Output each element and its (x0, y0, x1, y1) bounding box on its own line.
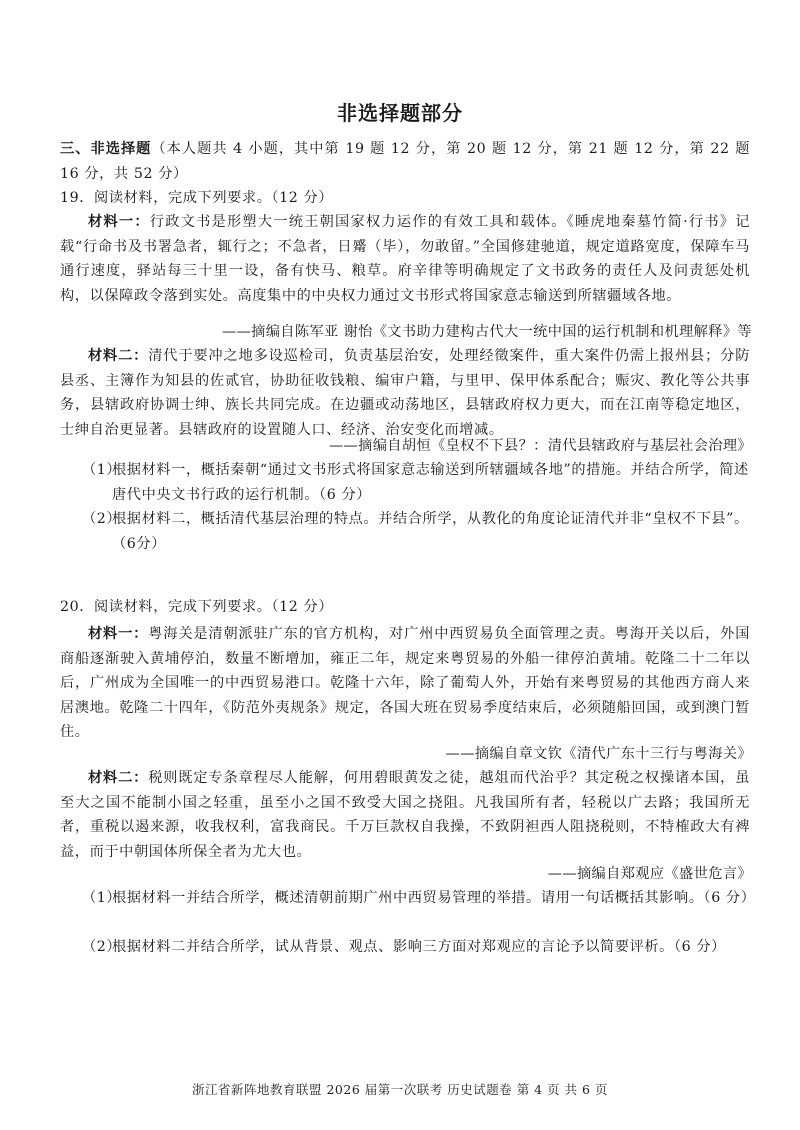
section-detail: （本人题共 4 小题，其中第 19 题 12 分，第 20 题 12 分，第 21 题 12 分，第 22 题 16 分，共 52 分） (60, 141, 750, 182)
q19-material2 (60, 344, 750, 442)
q19-material1-label: 材料一： (88, 214, 150, 230)
q20-material1-label: 材料一： (88, 626, 149, 642)
q20-material1-source: ——摘编自章文钦《清代广东十三行与粤海关》 (445, 746, 752, 762)
q19-material1-source: ——摘编自陈军亚 谢怡《文书助力建构古代大一统中国的运行机制和机理解释》等 (221, 324, 752, 340)
q19-sub2-num: （2） (82, 511, 122, 527)
section-header (60, 137, 750, 186)
q20-sub2-text: 根据材料二并结合所学，试从背景、观点、影响三方面对郑观应的言论予以简要评析。（6 分） (112, 939, 726, 955)
q19-sub2 (82, 507, 750, 556)
q19-sub1-num: （1） (82, 462, 122, 478)
page-title: 非选择题部分 (337, 101, 463, 125)
q20-sub1 (82, 886, 756, 911)
q19-prompt: 19．阅读材料，完成下列要求。（12 分） (60, 190, 334, 206)
q20-material2 (60, 766, 750, 864)
q20-material2-label: 材料二： (88, 770, 149, 786)
q19-material1 (60, 210, 750, 308)
q19-material2-label: 材料二： (88, 348, 149, 364)
q19-sub1 (82, 458, 750, 507)
q19-sub1-text: 根据材料一，概括秦朝“通过文书形式将国家意志输送到所辖疆域各地”的措施。并结合所学，简述唐代中央文书行政的运行机制。（6 分） (112, 462, 749, 503)
q20-sub2 (82, 935, 750, 960)
page-footer: 浙江省新阵地教育联盟 2026 届第一次联考 历史试题卷 第 4 页 共 6 页 (192, 1082, 608, 1097)
q19-material2-source: ——摘编自胡恒《皇权不下县？：清代县辖政府与基层社会治理》 (328, 438, 752, 454)
q20-prompt: 20．阅读材料，完成下列要求。（12 分） (60, 599, 334, 615)
q20-sub1-num: （1） (82, 890, 122, 906)
q19-material1-text: 行政文书是形塑大一统王朝国家权力运作的有效工具和载体。《睡虎地秦墓竹简·行书》记载“行命书及书署急者，辄行之；不急者，日觱（毕），勿敢留。”全国修建驰道，规定道路宽度，保障车马通行速度，驿站每三十里一设，备有快马、粮草。府辛律等明确规定了文书政务的责任人及问责惩处机构，以保障政令落到实处。高度集中的中央权力通过文书形式将国家意志输送到所辖疆域各地。 (60, 214, 750, 304)
q20-sub2-num: （2） (82, 939, 122, 955)
q20-sub1-text: 根据材料一并结合所学，概述清朝前期广州中西贸易管理的举措。请用一句话概括其影响。（6 分） (112, 890, 756, 906)
q19-sub2-text: 根据材料二，概括清代基层治理的特点。并结合所学，从教化的角度论证清代并非“皇权不下县”。（6分） (112, 511, 749, 552)
q20-material1-text: 粤海关是清朝派驻广东的官方机构，对广州中西贸易负全面管理之责。粤海开关以后，外国商船逐渐驶入黄埔停泊，数量不断增加，雍正二年，规定来粤贸易的外船一律停泊黄埔。乾隆二十二年以后，广州成为全国唯一的中西贸易港口。乾隆十六年，除了葡萄人外，开始有来粤贸易的其他西方商人来居澳地。乾隆二十四年，《防范外夷规条》规定，各国大班在贸易季度结束后，必须随船回国，或到澳门暂住。 (60, 626, 750, 740)
q20-material2-text: 税则既定专条章程尽人能解，何用碧眼黄发之徒，越俎而代治乎？其定税之权操诸本国，虽至大之国不能制小国之轻重，虽至小之国不致受大国之挠阻。凡我国所有者，轻税以广去路；我国所无者，重税以遏来源，收我权利，富我商民。千万巨款权自我操，不致阴袒西人阻挠税则，不特榷政大有裨益，而于中朝国体所保全者为尤大也。 (60, 770, 750, 860)
q20-material1 (60, 622, 750, 745)
q19-material2-text: 清代于要冲之地多设巡检司，负责基层治安，处理经徵案件，重大案件仍需上报州县；分防县丞、主簿作为知县的佐贰官，协助征收钱粮、编审户籍，与里甲、保甲体系配合；赈灾、教化等公共事务，县辖政府协调士绅、族长共同完成。在边疆或动荡地区，县辖政府权力更大，而在江南等稳定地区，士绅自治更显著。县辖政府的设置随人口、经济、治安变化而增减。 (60, 348, 750, 438)
section-label: 三、非选择题 (60, 141, 152, 157)
q20-material2-source: ——摘编自郑观应《盛世危言》 (547, 866, 752, 882)
